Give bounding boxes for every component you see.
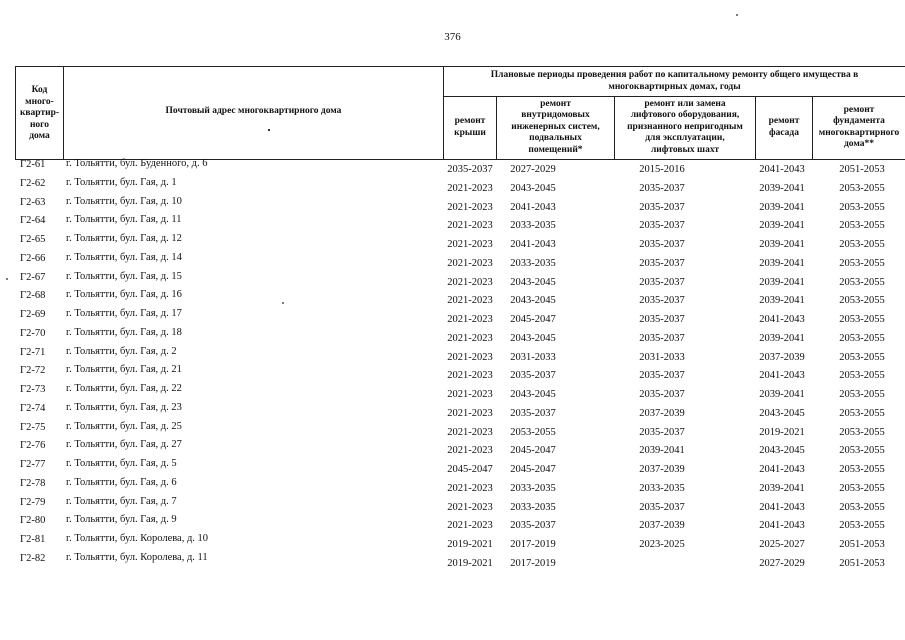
cell-roof: 2021-2023 — [447, 370, 493, 382]
cell-code: Г2-71 — [20, 346, 46, 358]
cell-foundation: 2053-2055 — [839, 314, 885, 325]
cell-roof: 2019-2021 — [447, 539, 493, 550]
header-roof: ремонт крыши — [454, 116, 486, 138]
cell-roof: 2021-2023 — [447, 445, 493, 457]
cell-foundation: 2053-2055 — [839, 407, 885, 419]
header-code: Код много- квартир- ного дома — [19, 85, 60, 142]
cell-foundation: 2053-2055 — [839, 370, 885, 382]
cell-facade: 2041-2043 — [759, 501, 805, 513]
cell-engineering: 2045-2047 — [510, 445, 556, 457]
cell-facade: 2039-2041 — [759, 332, 805, 344]
cell-code: Г2-77 — [20, 459, 46, 470]
cell-address: г. Тольятти, бул. Гая, д. 7 — [66, 495, 177, 507]
cell-address: г. Тольятти, бул. Гая, д. 23 — [66, 401, 182, 413]
cell-roof: 2021-2023 — [447, 520, 493, 532]
cell-code: Г2-64 — [20, 215, 46, 227]
table-row — [0, 497, 905, 516]
cell-address: г. Тольятти, бул. Гая, д. 22 — [66, 383, 182, 394]
cell-address: г. Тольятти, бул. Буденного, д. 6 — [66, 158, 208, 169]
header-address: Почтовый адрес многоквартирного дома — [165, 106, 342, 117]
cell-address: г. Тольятти, бул. Гая, д. 21 — [66, 364, 182, 376]
cell-lift: 2039-2041 — [639, 445, 685, 457]
cell-roof: 2021-2023 — [447, 257, 493, 269]
cell-engineering: 2043-2045 — [510, 389, 556, 400]
cell-lift: 2035-2037 — [639, 257, 685, 269]
cell-facade: 2039-2041 — [759, 389, 805, 400]
cell-address: г. Тольятти, бул. Гая, д. 15 — [66, 270, 182, 282]
cell-roof: 2021-2023 — [447, 201, 493, 213]
cell-facade: 2041-2043 — [759, 370, 805, 382]
cell-code: Г2-79 — [20, 496, 46, 508]
cell-roof: 2019-2021 — [447, 557, 493, 569]
cell-lift: 2037-2039 — [639, 464, 685, 475]
cell-facade: 2039-2041 — [759, 257, 805, 269]
cell-address: г. Тольятти, бул. Королева, д. 11 — [66, 551, 208, 563]
cell-roof: 2021-2023 — [447, 295, 493, 307]
cell-engineering: 2041-2043 — [510, 201, 556, 213]
header-periods: Плановые периоды проведения работ по капитальному ремонту общего имущества в многоквартирных домах, годы — [490, 70, 859, 92]
table-row — [0, 384, 905, 403]
cell-address: г. Тольятти, бул. Гая, д. 9 — [66, 514, 177, 526]
cell-foundation: 2053-2055 — [839, 520, 885, 532]
cell-facade: 2039-2041 — [759, 482, 805, 494]
table-row — [0, 309, 905, 328]
cell-lift: 2015-2016 — [639, 164, 685, 175]
cell-code: Г2-63 — [20, 196, 46, 208]
cell-foundation: 2053-2055 — [839, 389, 885, 400]
cell-address: г. Тольятти, бул. Королева, д. 10 — [66, 533, 209, 544]
cell-code: Г2-72 — [20, 365, 46, 377]
cell-engineering: 2043-2045 — [510, 295, 556, 307]
cell-engineering: 2035-2037 — [510, 520, 556, 532]
cell-facade: 2043-2045 — [759, 407, 805, 419]
cell-engineering: 2033-2035 — [510, 482, 556, 494]
cell-engineering: 2043-2045 — [510, 332, 556, 344]
cell-address: г. Тольятти, бул. Гая, д. 17 — [66, 308, 182, 319]
table-row — [0, 440, 905, 459]
cell-address: г. Тольятти, бул. Гая, д. 14 — [66, 251, 182, 263]
table-row — [0, 253, 905, 272]
cell-lift: 2035-2037 — [639, 182, 685, 194]
cell-code: Г2-66 — [20, 252, 46, 264]
cell-facade: 2041-2043 — [759, 164, 805, 175]
cell-roof: 2021-2023 — [447, 182, 493, 194]
cell-lift: 2035-2037 — [639, 370, 685, 382]
cell-roof: 2021-2023 — [447, 407, 493, 419]
cell-foundation: 2051-2053 — [839, 539, 885, 550]
cell-address: г. Тольятти, бул. Гая, д. 1 — [66, 176, 177, 188]
table-row — [0, 290, 905, 309]
cell-code: Г2-70 — [20, 327, 46, 339]
cell-lift: 2035-2037 — [639, 239, 685, 250]
cell-lift: 2033-2035 — [639, 482, 685, 494]
cell-engineering: 2041-2043 — [510, 239, 556, 250]
cell-lift: 2023-2025 — [639, 539, 685, 550]
cell-engineering: 2033-2035 — [510, 257, 556, 269]
cell-engineering: 2035-2037 — [510, 407, 556, 419]
cell-engineering: 2017-2019 — [510, 539, 556, 550]
cell-foundation: 2051-2053 — [839, 164, 885, 175]
cell-code: Г2-61 — [20, 159, 46, 170]
cell-code: Г2-68 — [20, 290, 46, 302]
cell-facade: 2039-2041 — [759, 276, 805, 288]
cell-lift: 2037-2039 — [639, 407, 685, 419]
cell-code: Г2-73 — [20, 384, 46, 395]
cell-lift: 2031-2033 — [639, 351, 685, 363]
cell-address: г. Тольятти, бул. Гая, д. 12 — [66, 233, 182, 244]
cell-engineering: 2017-2019 — [510, 557, 556, 569]
cell-engineering: 2027-2029 — [510, 164, 556, 175]
cell-code: Г2-74 — [20, 402, 46, 414]
cell-foundation: 2053-2055 — [839, 239, 885, 250]
cell-roof: 2021-2023 — [447, 239, 493, 250]
cell-address: г. Тольятти, бул. Гая, д. 16 — [66, 289, 182, 301]
table-row — [0, 234, 905, 253]
cell-facade: 2039-2041 — [759, 182, 805, 194]
cell-roof: 2021-2023 — [447, 220, 493, 232]
table-row — [0, 272, 905, 291]
cell-engineering: 2045-2047 — [510, 464, 556, 475]
cell-roof: 2021-2023 — [447, 351, 493, 363]
table-row — [0, 459, 905, 478]
scan-speck — [736, 14, 738, 16]
header-lift: ремонт или замена лифтового оборудования, признанного непригодным для эксплуатации, лифтовых шахт — [627, 98, 743, 155]
cell-facade: 2039-2041 — [759, 201, 805, 213]
cell-code: Г2-69 — [20, 309, 46, 320]
cell-facade: 2025-2027 — [759, 539, 805, 550]
cell-address: г. Тольятти, бул. Гая, д. 27 — [66, 439, 182, 451]
cell-lift: 2035-2037 — [639, 501, 685, 513]
header-facade: ремонт фасада — [768, 116, 800, 138]
scan-speck — [282, 302, 284, 304]
cell-code: Г2-81 — [20, 534, 46, 545]
cell-roof: 2021-2023 — [447, 276, 493, 288]
cell-roof: 2035-2037 — [447, 164, 493, 175]
cell-foundation: 2053-2055 — [839, 220, 885, 232]
page-number: 376 — [444, 31, 461, 43]
cell-roof: 2021-2023 — [447, 426, 493, 438]
cell-engineering: 2035-2037 — [510, 370, 556, 382]
cell-foundation: 2053-2055 — [839, 332, 885, 344]
cell-lift: 2035-2037 — [639, 314, 685, 325]
cell-roof: 2045-2047 — [447, 464, 493, 475]
cell-facade: 2039-2041 — [759, 220, 805, 232]
cell-roof: 2021-2023 — [447, 314, 493, 325]
cell-roof: 2021-2023 — [447, 332, 493, 344]
cell-foundation: 2053-2055 — [839, 257, 885, 269]
cell-address: г. Тольятти, бул. Гая, д. 2 — [66, 345, 177, 357]
cell-engineering: 2033-2035 — [510, 501, 556, 513]
cell-address: г. Тольятти, бул. Гая, д. 6 — [66, 476, 177, 488]
cell-facade: 2019-2021 — [759, 426, 805, 438]
cell-foundation: 2053-2055 — [839, 351, 885, 363]
cell-engineering: 2043-2045 — [510, 276, 556, 288]
cell-engineering: 2031-2033 — [510, 351, 556, 363]
cell-code: Г2-62 — [20, 177, 46, 189]
cell-foundation: 2053-2055 — [839, 464, 885, 475]
cell-code: Г2-75 — [20, 421, 46, 433]
cell-code: Г2-82 — [20, 552, 46, 564]
cell-facade: 2041-2043 — [759, 314, 805, 325]
cell-lift: 2035-2037 — [639, 295, 685, 307]
cell-foundation: 2053-2055 — [839, 182, 885, 194]
table-row — [0, 328, 905, 347]
cell-lift: 2037-2039 — [639, 520, 685, 532]
cell-address: г. Тольятти, бул. Гая, д. 10 — [66, 195, 182, 207]
table-row — [0, 403, 905, 422]
cell-code: Г2-80 — [20, 515, 46, 527]
cell-engineering: 2053-2055 — [510, 426, 556, 438]
cell-facade: 2027-2029 — [759, 557, 805, 569]
cell-roof: 2021-2023 — [447, 482, 493, 494]
header-foundation: ремонт фундамента многоквартирного дома** — [818, 104, 900, 149]
cell-lift: 2035-2037 — [639, 426, 685, 438]
cell-facade: 2037-2039 — [759, 351, 805, 363]
cell-engineering: 2043-2045 — [510, 182, 556, 194]
table-row — [0, 347, 905, 366]
cell-foundation: 2051-2053 — [839, 557, 885, 569]
table-row — [0, 215, 905, 234]
cell-lift: 2035-2037 — [639, 220, 685, 232]
cell-code: Г2-67 — [20, 271, 46, 283]
cell-address: г. Тольятти, бул. Гая, д. 18 — [66, 326, 182, 338]
cell-code: Г2-78 — [20, 477, 46, 489]
table-row — [0, 365, 905, 384]
cell-address: г. Тольятти, бул. Гая, д. 25 — [66, 420, 182, 432]
cell-foundation: 2053-2055 — [839, 426, 885, 438]
cell-foundation: 2053-2055 — [839, 201, 885, 213]
cell-foundation: 2053-2055 — [839, 501, 885, 513]
table-row — [0, 478, 905, 497]
cell-engineering: 2033-2035 — [510, 220, 556, 232]
cell-facade: 2043-2045 — [759, 445, 805, 457]
cell-code: Г2-76 — [20, 440, 46, 452]
cell-lift: 2035-2037 — [639, 276, 685, 288]
header-address-dot — [268, 129, 270, 131]
table-row — [0, 515, 905, 534]
cell-lift: 2035-2037 — [639, 389, 685, 400]
cell-facade: 2039-2041 — [759, 239, 805, 250]
cell-facade: 2041-2043 — [759, 520, 805, 532]
table-row — [0, 159, 905, 178]
table-row — [0, 422, 905, 441]
table-row — [0, 178, 905, 197]
cell-facade: 2041-2043 — [759, 464, 805, 475]
table-row — [0, 553, 905, 572]
cell-foundation: 2053-2055 — [839, 482, 885, 494]
cell-facade: 2039-2041 — [759, 295, 805, 307]
table-row — [0, 197, 905, 216]
cell-address: г. Тольятти, бул. Гая, д. 5 — [66, 458, 177, 469]
cell-code: Г2-65 — [20, 234, 46, 245]
table-row — [0, 534, 905, 553]
cell-engineering: 2045-2047 — [510, 314, 556, 325]
cell-foundation: 2053-2055 — [839, 276, 885, 288]
cell-lift: 2035-2037 — [639, 201, 685, 213]
cell-address: г. Тольятти, бул. Гая, д. 11 — [66, 214, 182, 226]
cell-lift: 2035-2037 — [639, 332, 685, 344]
cell-roof: 2021-2023 — [447, 389, 493, 400]
cell-foundation: 2053-2055 — [839, 445, 885, 457]
cell-roof: 2021-2023 — [447, 501, 493, 513]
cell-foundation: 2053-2055 — [839, 295, 885, 307]
header-engineering: ремонт внутридомовых инженерных систем, подвальных помещений* — [511, 98, 600, 155]
scan-speck — [6, 278, 8, 280]
